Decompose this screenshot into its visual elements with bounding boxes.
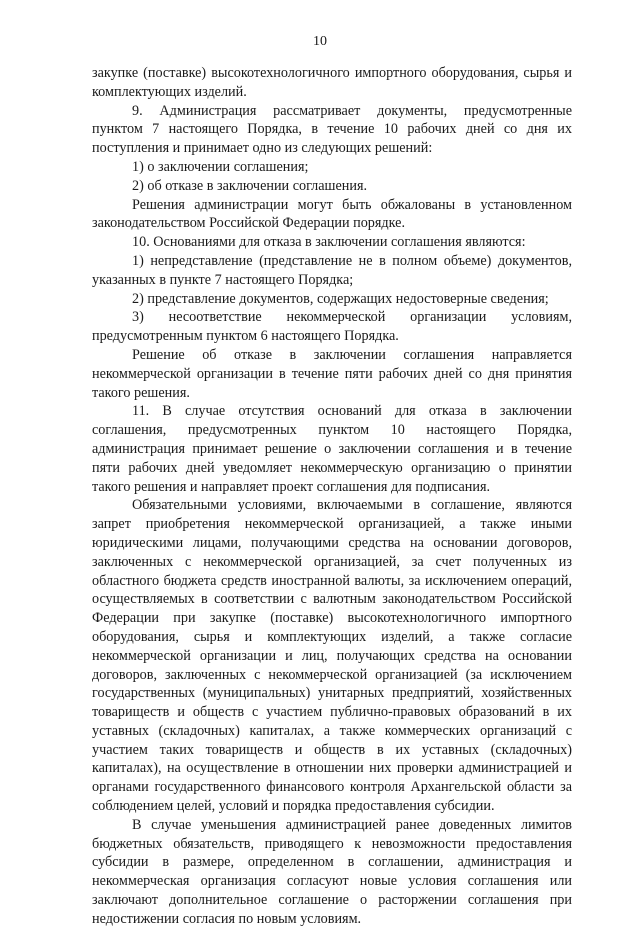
document-body <box>92 64 572 929</box>
paragraph-mandatory-conditions: Обязательными условиями, включаемыми в соглашение, являются запрет приобретения некоммерческой организацией, а также иными юридическими лицами, получающими средства на основании договоров, заключенных с некоммерческой организацией, за счет полученных из областного бюджета средств иностранной валюты, за исключением операций, осуществляемых в соответствии с валютным законодательством Российской Федерации при закупке (поставке) высокотехнологичного импортного оборудования, сырья и комплектующих изделий, а также согласие некоммерческой организации и лиц, получающих средства на основании договоров, заключенных с некоммерческой организацией (за исключением государственных (муниципальных) унитарных предприятий, хозяйственных товариществ и обществ с участием публично-правовых образований в их уставных (складочных) капиталах, а также коммерческих организаций с участием таких товариществ и обществ в их уставных (складочных) капиталах), на осуществление в отношении них проверки администрацией и органами государственного финансового контроля Архангельской области за соблюдением целей, условий и порядка предоставления субсидии. <box>92 497 572 815</box>
page-number: 10 <box>313 34 327 49</box>
paragraph-decision-2: 2) об отказе в заключении соглашения. <box>132 177 368 194</box>
paragraph-refusal-notice: Решение об отказе в заключении соглашения направляется некоммерческой организации в течение пяти рабочих дней со дня принятия такого решения. <box>92 346 572 401</box>
paragraph-limit-reduction: В случае уменьшения администрацией ранее доведенных лимитов бюджетных обязательств, приводящего к невозможности предоставления субсидии в размере, определенном в соглашении, администрация и некоммерческая организация согласуют новые условия соглашения или заключают дополнительное соглашение о расторжении соглашения при недостижении согласия по новым условиям. <box>92 816 572 927</box>
paragraph-item-10: 10. Основаниями для отказа в заключении соглашения являются: <box>132 234 526 251</box>
paragraph-ground-2: 2) представление документов, содержащих недостоверные сведения; <box>132 290 549 307</box>
paragraph-appeal: Решения администрации могут быть обжалованы в установленном законодательством Российской Федерации порядке. <box>92 196 572 232</box>
paragraph-item-11: 11. В случае отсутствия оснований для отказа в заключении соглашения, предусмотренных пунктом 10 настоящего Порядка, администрация принимает решение о заключении соглашения и в течение пяти рабочих дней уведомляет некоммерческую организацию о принятии такого решения и направляет проект соглашения для подписания. <box>92 403 572 495</box>
paragraph-continuation: закупке (поставке) высокотехнологичного импортного оборудования, сырья и комплектующих изделий. <box>92 65 572 100</box>
paragraph-ground-3: 3) несоответствие некоммерческой организации условиям, предусмотренным пунктом 6 настоящего Порядка. <box>92 309 572 345</box>
paragraph-item-9: 9. Администрация рассматривает документы, предусмотренные пунктом 7 настоящего Порядка, в течение 10 рабочих дней со дня их поступления и принимает одно из следующих решений: <box>92 102 572 157</box>
paragraph-decision-1: 1) о заключении соглашения; <box>132 158 309 175</box>
paragraph-ground-1: 1) непредставление (представление не в полном объеме) документов, указанных в пункте 7 настоящего Порядка; <box>92 252 572 288</box>
